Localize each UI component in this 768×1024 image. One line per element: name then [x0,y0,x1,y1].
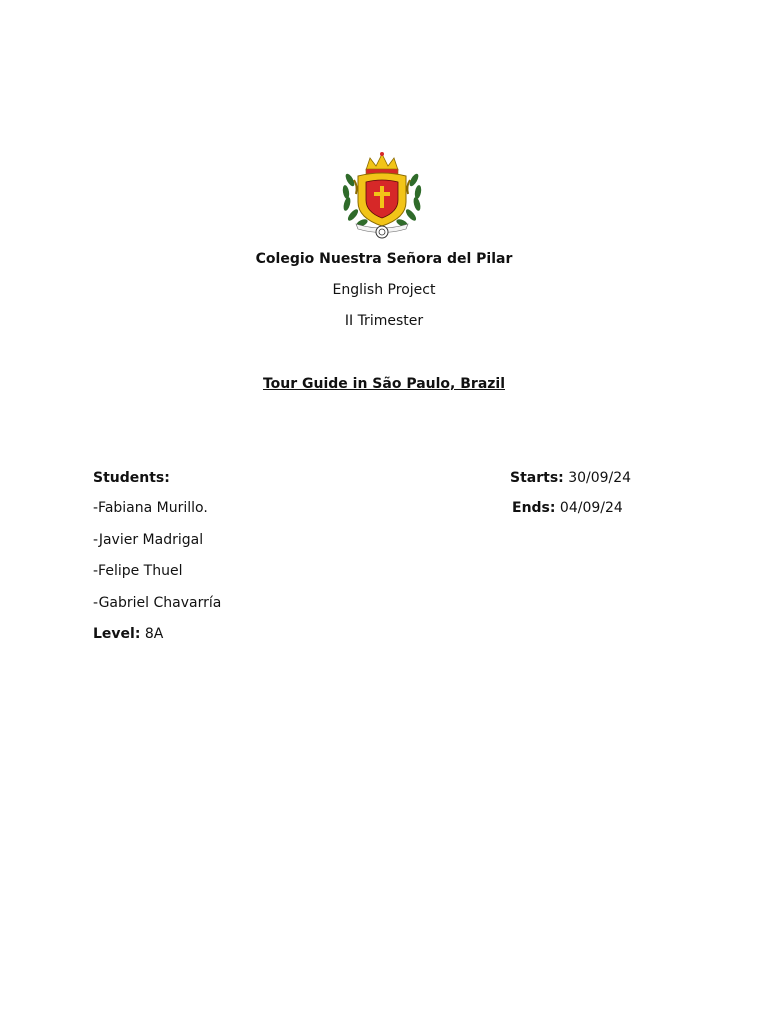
ends-line [512,499,623,517]
level-value: 8A [140,626,164,642]
school-name: Colegio Nuestra Señora del Pilar [255,251,513,267]
students-label: Students: [93,470,170,486]
subject-line: English Project [332,282,436,298]
student-name: -Fabiana Murillo. [93,500,208,516]
ends-label: Ends: [512,500,556,516]
student-name: -Javier Madrigal [93,532,204,548]
student-name: -Gabriel Chavarría [93,595,222,611]
starts-label: Starts: [510,470,564,486]
starts-value: 30/09/24 [563,470,632,486]
project-title: Tour Guide in São Paulo, Brazil [262,376,506,392]
level-line [93,625,163,643]
starts-line [510,469,631,487]
term-line: II Trimester [344,313,424,329]
school-crest-icon [336,150,428,240]
level-label: Level: [93,626,141,642]
student-name: -Felipe Thuel [93,563,183,579]
ends-value: 04/09/24 [555,500,623,516]
